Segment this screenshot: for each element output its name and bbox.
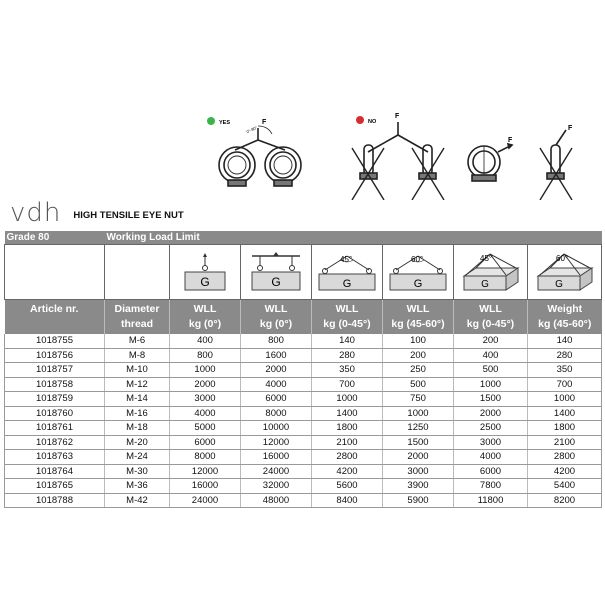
table-cell: 1500 <box>454 392 528 407</box>
table-cell: 11800 <box>454 493 528 508</box>
header-line1: Article nr. <box>30 303 79 315</box>
table-cell: 500 <box>454 363 528 378</box>
svg-text:45°: 45° <box>340 255 353 264</box>
brand-header <box>10 200 184 226</box>
table-cell: 5600 <box>312 479 383 494</box>
column-header-row <box>5 300 602 335</box>
table-row <box>5 377 602 392</box>
svg-text:G: G <box>554 279 563 290</box>
eye-nut-usage-illustration <box>0 100 605 200</box>
table-cell: 2500 <box>454 421 528 436</box>
table-cell: 2800 <box>312 450 383 465</box>
svg-text:G: G <box>342 278 352 290</box>
wll-45-header <box>312 300 383 335</box>
table-cell: 6000 <box>241 392 312 407</box>
sling-45-lift-icon <box>315 250 379 294</box>
table-row <box>5 406 602 421</box>
header-line1: WLL <box>406 303 430 315</box>
diameter-thread-header <box>105 300 170 335</box>
single-vertical-lift-icon <box>179 250 231 294</box>
table-row <box>5 334 602 348</box>
product-title: HIGH TENSILE EYE NUT <box>73 210 184 221</box>
table-cell: 800 <box>170 348 241 363</box>
no-indicator-icon <box>356 116 364 124</box>
table-row <box>5 392 602 407</box>
table-cell: 5900 <box>383 493 454 508</box>
header-line2: kg (0°) <box>188 318 222 330</box>
no-angled-pull-icon <box>540 130 572 200</box>
wll-single-header <box>170 300 241 335</box>
header-line2: kg (0-45°) <box>323 318 371 330</box>
table-cell: 6000 <box>454 464 528 479</box>
table-cell: 3900 <box>383 479 454 494</box>
table-cell: 3000 <box>170 392 241 407</box>
table-cell: 1000 <box>454 377 528 392</box>
no-side-pull-icon <box>352 122 444 200</box>
svg-text:60°: 60° <box>555 254 568 263</box>
svg-text:G: G <box>200 275 210 289</box>
header-line2 <box>5 317 105 332</box>
table-cell: 1018760 <box>5 406 105 421</box>
table-row <box>5 450 602 465</box>
header-line1: Weight <box>547 303 583 315</box>
vdh-logo: vdh <box>10 198 62 228</box>
table-cell: 1018761 <box>5 421 105 436</box>
wll-section-label: Working Load Limit <box>105 231 602 245</box>
table-cell: 800 <box>241 334 312 348</box>
empty-icon-cell <box>5 245 105 300</box>
sling-60-lift-icon <box>386 250 450 294</box>
table-cell: 1000 <box>170 363 241 378</box>
no-perp-force-label: F <box>508 137 513 144</box>
table-row <box>5 421 602 436</box>
header-line1: Diameter <box>114 303 160 315</box>
table-cell: 48000 <box>241 493 312 508</box>
table-cell: 1800 <box>528 421 602 436</box>
table-cell: 1018758 <box>5 377 105 392</box>
table-cell: 1250 <box>383 421 454 436</box>
yes-indicator-icon <box>207 117 215 125</box>
table-cell: 200 <box>383 348 454 363</box>
table-cell: 350 <box>312 363 383 378</box>
table-cell: 100 <box>383 334 454 348</box>
table-cell: 1018757 <box>5 363 105 378</box>
table-cell: 500 <box>383 377 454 392</box>
svg-text:G: G <box>480 279 489 290</box>
table-cell: 4200 <box>312 464 383 479</box>
table-cell: 3000 <box>454 435 528 450</box>
table-cell: 1800 <box>312 421 383 436</box>
table-cell: 700 <box>528 377 602 392</box>
table-cell: 8000 <box>170 450 241 465</box>
svg-text:45°: 45° <box>479 254 492 263</box>
table-cell: 4000 <box>170 406 241 421</box>
table-cell: 5400 <box>528 479 602 494</box>
grade-label: Grade 80 <box>5 231 105 245</box>
no-force-label: F <box>395 113 400 120</box>
table-cell: M-36 <box>105 479 170 494</box>
table-cell: M-8 <box>105 348 170 363</box>
weight-header <box>528 300 602 335</box>
header-line1: WLL <box>193 303 217 315</box>
table-row <box>5 464 602 479</box>
table-cell: 1018762 <box>5 435 105 450</box>
table-cell: 1018788 <box>5 493 105 508</box>
header-line2: kg (45-60°) <box>538 318 592 330</box>
table-cell: 140 <box>312 334 383 348</box>
sling-45-lift-cell <box>312 245 383 300</box>
table-cell: 8200 <box>528 493 602 508</box>
grade-row <box>5 231 602 245</box>
table-cell: 1000 <box>528 392 602 407</box>
wll-four-leg-45-header <box>454 300 528 335</box>
table-cell: M-12 <box>105 377 170 392</box>
table-cell: 10000 <box>241 421 312 436</box>
table-cell: 32000 <box>241 479 312 494</box>
table-cell: 250 <box>383 363 454 378</box>
wll-double-header <box>241 300 312 335</box>
no-perpendicular-pull-icon <box>468 144 512 181</box>
table-row <box>5 435 602 450</box>
header-line2: thread <box>120 318 154 330</box>
yes-label: YES <box>219 120 231 126</box>
table-cell: 1500 <box>383 435 454 450</box>
table-cell: 1000 <box>383 406 454 421</box>
four-leg-45-lift-icon <box>458 250 524 294</box>
yes-eye-nuts-icon <box>219 126 301 186</box>
table-row <box>5 493 602 508</box>
double-vertical-lift-icon <box>248 250 304 294</box>
table-cell: 1000 <box>312 392 383 407</box>
header-line1: WLL <box>479 303 502 315</box>
wll-60-header <box>383 300 454 335</box>
table-cell: 2000 <box>383 450 454 465</box>
table-cell: 3000 <box>383 464 454 479</box>
table-cell: 1400 <box>312 406 383 421</box>
table-cell: 2000 <box>170 377 241 392</box>
table-cell: 200 <box>454 334 528 348</box>
table-cell: M-24 <box>105 450 170 465</box>
table-cell: 16000 <box>241 450 312 465</box>
table-cell: 6000 <box>170 435 241 450</box>
svg-text:G: G <box>413 278 423 290</box>
table-cell: 350 <box>528 363 602 378</box>
table-cell: 140 <box>528 334 602 348</box>
table-cell: 280 <box>528 348 602 363</box>
table-cell: M-18 <box>105 421 170 436</box>
table-cell: M-30 <box>105 464 170 479</box>
table-cell: 1018763 <box>5 450 105 465</box>
table-cell: 2100 <box>528 435 602 450</box>
lift-config-icons-row <box>5 245 602 300</box>
table-cell: 1400 <box>528 406 602 421</box>
yes-angle-label: 0°-90° <box>245 124 258 135</box>
table-cell: 8400 <box>312 493 383 508</box>
table-cell: 1018755 <box>5 334 105 348</box>
no-label: NO <box>368 119 377 125</box>
table-cell: M-16 <box>105 406 170 421</box>
table-cell: 400 <box>170 334 241 348</box>
empty-icon-cell <box>105 245 170 300</box>
table-cell: 8000 <box>241 406 312 421</box>
table-cell: 4000 <box>241 377 312 392</box>
svg-text:G: G <box>271 275 281 289</box>
header-line2: kg (45-60°) <box>391 318 445 330</box>
header-line2: kg (0°) <box>259 318 293 330</box>
table-cell: 24000 <box>241 464 312 479</box>
table-cell: 2000 <box>454 406 528 421</box>
header-line2: kg (0-45°) <box>466 318 515 330</box>
table-cell: 12000 <box>170 464 241 479</box>
table-cell: 2100 <box>312 435 383 450</box>
table-cell: 700 <box>312 377 383 392</box>
table-cell: 2800 <box>528 450 602 465</box>
table-cell: M-20 <box>105 435 170 450</box>
table-cell: M-42 <box>105 493 170 508</box>
table-cell: 7800 <box>454 479 528 494</box>
header-line1: WLL <box>335 303 359 315</box>
header-line1: WLL <box>264 303 288 315</box>
table-cell: 750 <box>383 392 454 407</box>
table-cell: 1018756 <box>5 348 105 363</box>
table-cell: M-10 <box>105 363 170 378</box>
table-cell: 1018765 <box>5 479 105 494</box>
table-cell: 400 <box>454 348 528 363</box>
no-angled-force-label: F <box>568 125 573 132</box>
table-cell: 24000 <box>170 493 241 508</box>
double-vertical-lift-cell <box>241 245 312 300</box>
table-row <box>5 348 602 363</box>
wll-table <box>4 231 602 508</box>
article-nr-header <box>5 300 105 335</box>
table-cell: 4200 <box>528 464 602 479</box>
table-row <box>5 479 602 494</box>
table-cell: 16000 <box>170 479 241 494</box>
table-cell: 1018764 <box>5 464 105 479</box>
four-leg-60-lift-icon <box>532 250 598 294</box>
table-cell: 1600 <box>241 348 312 363</box>
table-cell: 5000 <box>170 421 241 436</box>
single-vertical-lift-cell <box>170 245 241 300</box>
svg-text:60°: 60° <box>411 255 424 264</box>
table-cell: 2000 <box>241 363 312 378</box>
table-row <box>5 363 602 378</box>
table-cell: 12000 <box>241 435 312 450</box>
table-cell: 280 <box>312 348 383 363</box>
four-leg-60-lift-cell <box>528 245 602 300</box>
table-cell: 4000 <box>454 450 528 465</box>
table-body <box>5 334 602 508</box>
table-cell: M-14 <box>105 392 170 407</box>
table-cell: M-6 <box>105 334 170 348</box>
sling-60-lift-cell <box>383 245 454 300</box>
four-leg-45-lift-cell <box>454 245 528 300</box>
table-cell: 1018759 <box>5 392 105 407</box>
yes-force-label: F <box>262 119 267 126</box>
